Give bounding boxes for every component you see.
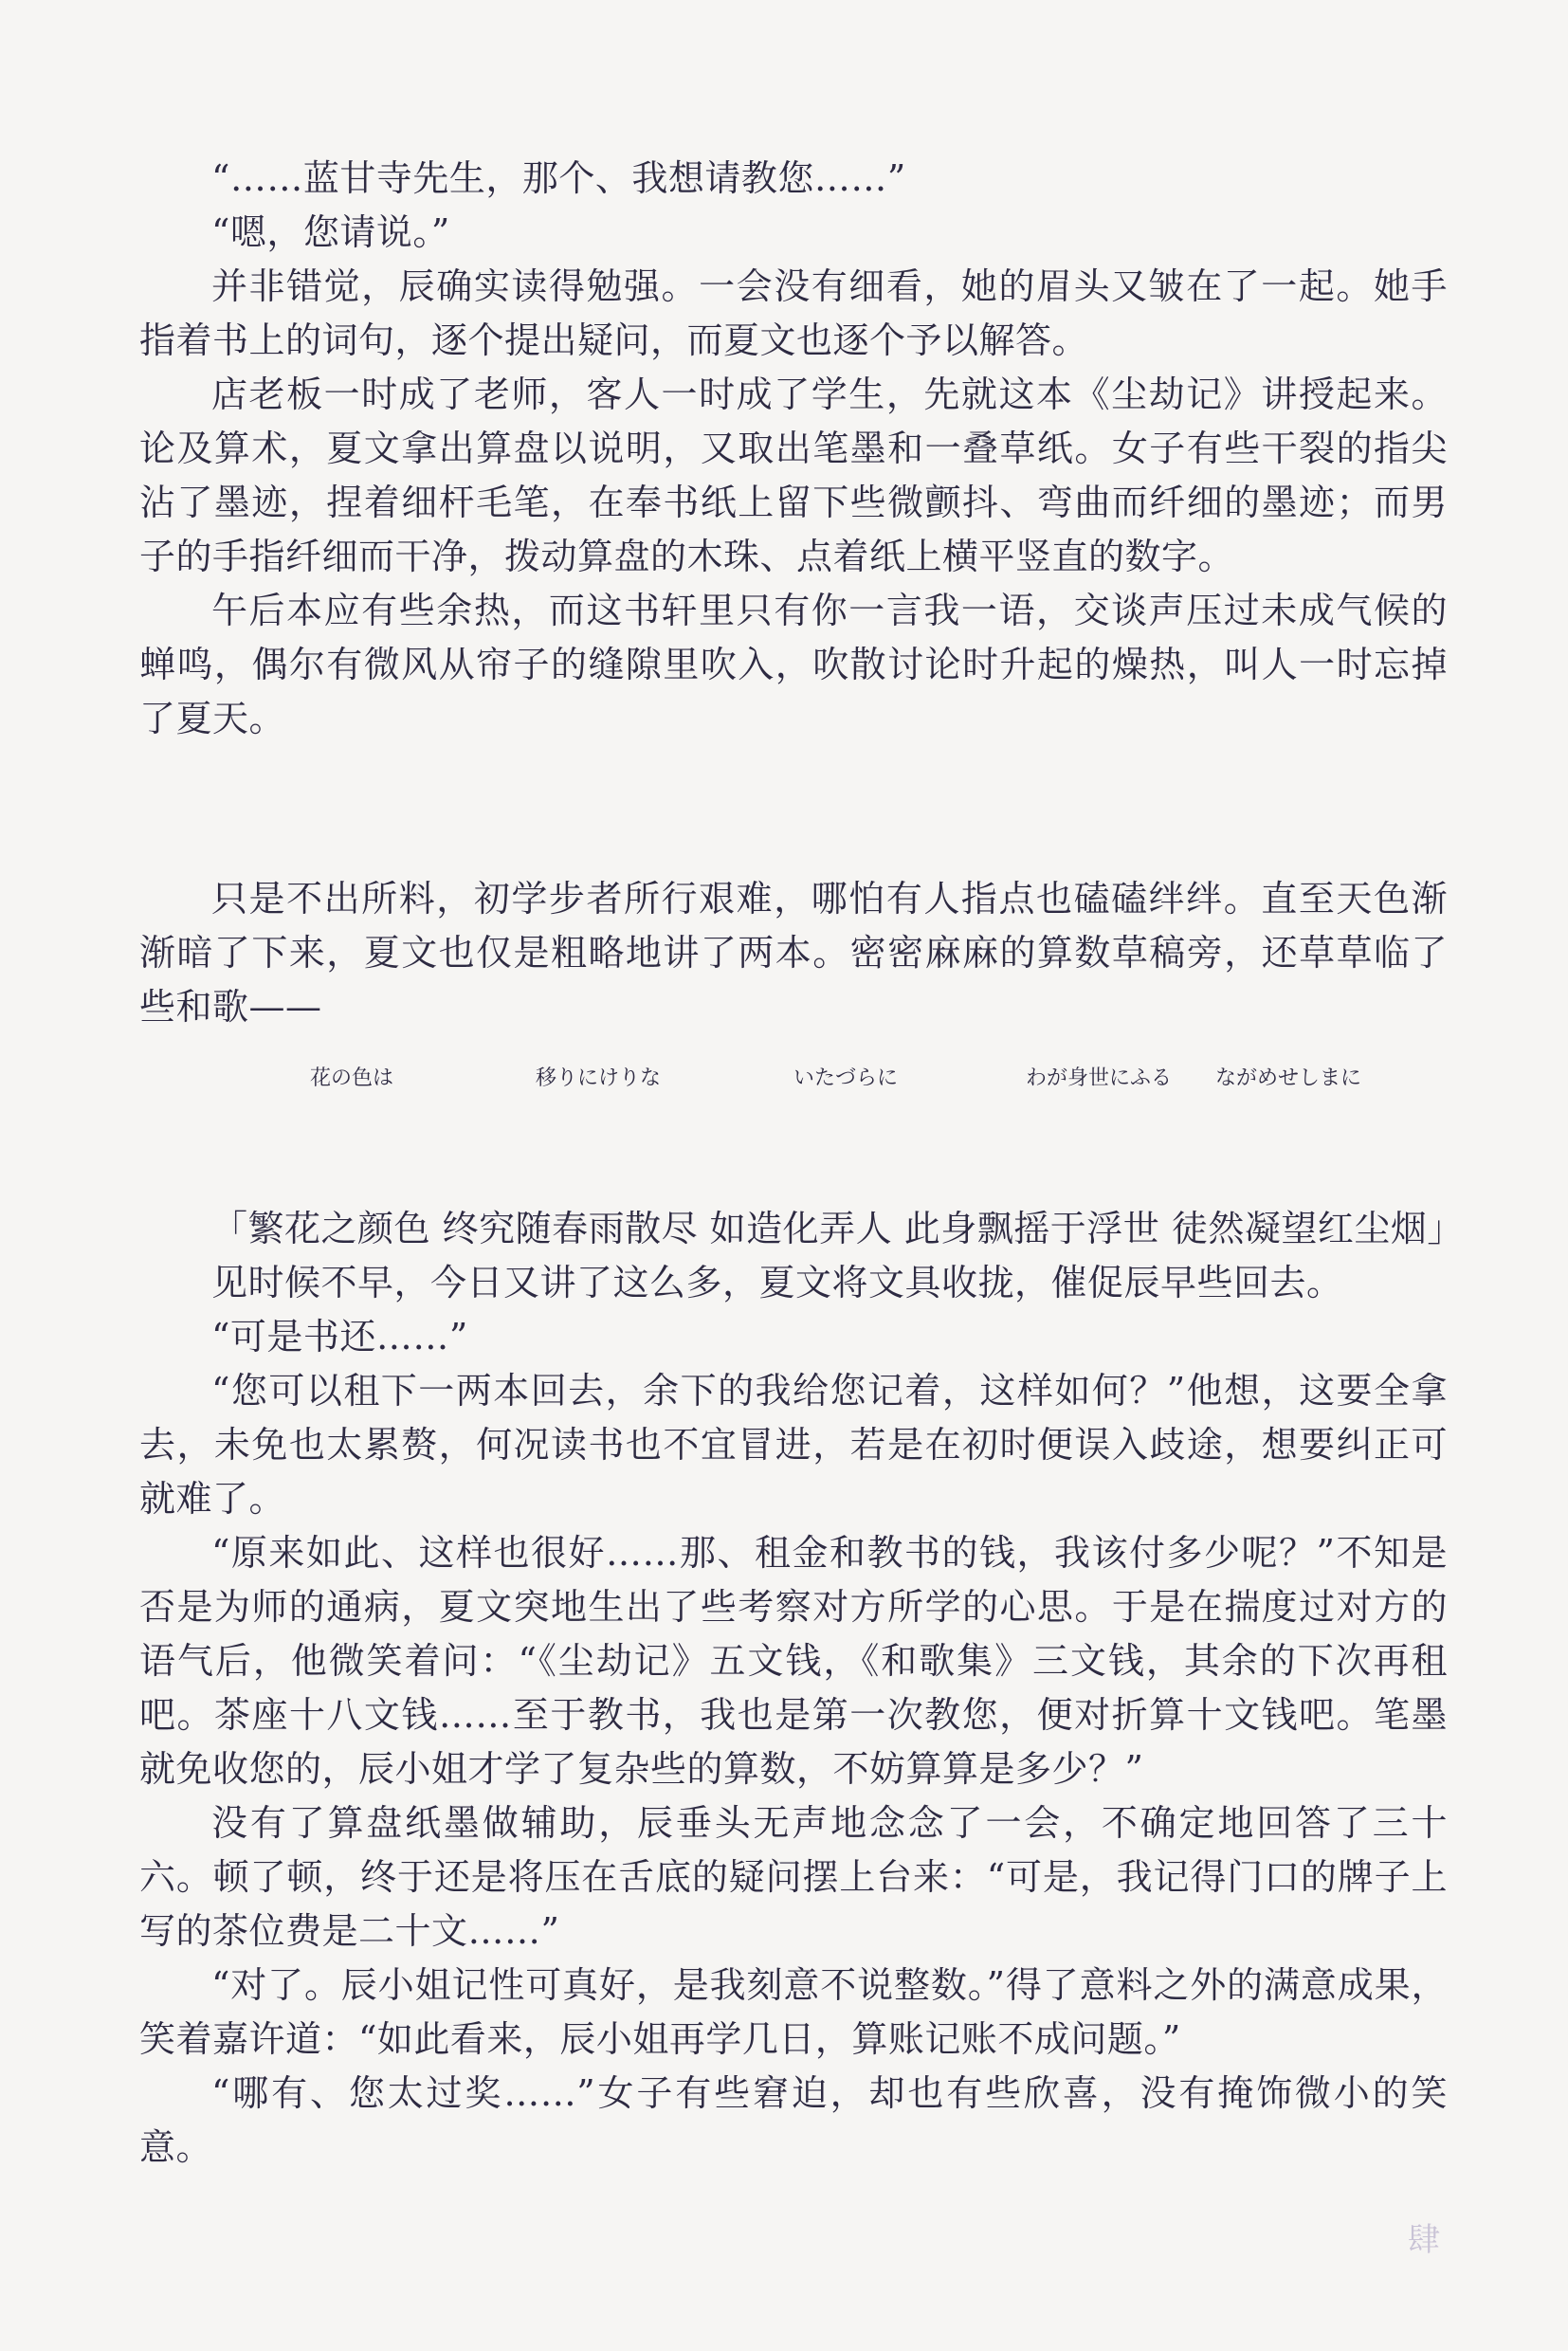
poem-ruby-5: ながめせしまに — [1215, 1066, 1362, 1090]
poem-ruby-1: 花の色は — [310, 1066, 394, 1090]
text-block-3 — [139, 1202, 1464, 2175]
paragraph: “您可以租下一两本回去，余下的我给您记着，这样如何？”他想，这要全拿去，未免也太累赘，何况读书也不宜冒进，若是在初时便误入歧途，想要纠正可就难了。 — [139, 1370, 1448, 1520]
poem-ruby-2: 移りにけりな — [536, 1066, 662, 1090]
text-block-1 — [139, 152, 1448, 746]
poem-ruby-row — [139, 1062, 1448, 1100]
paragraph: “嗯，您请说。” — [211, 211, 450, 253]
poem-text: 「繁花之颜色 终究随春雨散尽 如造化弄人 此身飘摇于浮世 徒然凝望红尘烟」 — [211, 1208, 1464, 1249]
paragraph: “原来如此、这样也很好……那、租金和教书的钱，我该付多少呢？”不知是否是为师的通病，夏文突地生出了些考察对方所学的心思。于是在揣度过对方的语气后，他微笑着问：“《尘劫记》五文钱，《和歌集》三文钱，其余的下次再租吧。茶座十八文钱……至于教书，我也是第一次教您，便对折算十文钱吧。笔墨就免收您的，辰小姐才学了复杂些的算数，不妨算算是多少？” — [139, 1532, 1448, 1790]
poem-ruby-4: わが身世にふる — [1026, 1066, 1173, 1090]
poem-ruby-3: いたづらに — [793, 1066, 899, 1090]
paragraph: “哪有、您太过奖……”女子有些窘迫，却也有些欣喜，没有掩饰微小的笑意。 — [139, 2072, 1448, 2168]
paragraph: 店老板一时成了老师，客人一时成了学生，先就这本《尘劫记》讲授起来。论及算术，夏文拿出算盘以说明，又取出笔墨和一叠草纸。女子有些干裂的指尖沾了墨迹，捏着细杆毛笔，在奉书纸上留下些微颤抖、弯曲而纤细的墨迹；而男子的手指纤细而干净，拨动算盘的木珠、点着纸上横平竖直的数字。 — [139, 374, 1448, 577]
paragraph: 见时候不早，今日又讲了这么多，夏文将文具收拢，催促辰早些回去。 — [211, 1262, 1343, 1303]
paragraph: “对了。辰小姐记性可真好，是我刻意不说整数。”得了意料之外的满意成果，笑着嘉许道：“如此看来，辰小姐再学几日，算账记账不成问题。” — [139, 1964, 1448, 2060]
paragraph: 并非错觉，辰确实读得勉强。一会没有细看，她的眉头又皱在了一起。她手指着书上的词句，逐个提出疑问，而夏文也逐个予以解答。 — [139, 265, 1448, 361]
paragraph: 午后本应有些余热，而这书轩里只有你一言我一语，交谈声压过未成气候的蝉鸣，偶尔有微风从帘子的缝隙里吹入，吹散讨论时升起的燥热，叫人一时忘掉了夏天。 — [139, 590, 1448, 739]
paragraph: 只是不出所料，初学步者所行艰难，哪怕有人指点也磕磕绊绊。直至天色渐渐暗了下来，夏文也仅是粗略地讲了两本。密密麻麻的算数草稿旁，还草草临了些和歌—— — [139, 878, 1448, 1028]
paragraph: “可是书还……” — [211, 1316, 468, 1358]
page-number: 肆 — [1408, 2221, 1440, 2259]
text-block-2 — [139, 872, 1448, 1034]
paragraph: 没有了算盘纸墨做辅助，辰垂头无声地念念了一会，不确定地回答了三十六。顿了顿，终于还是将压在舌底的疑问摆上台来：“可是，我记得门口的牌子上写的茶位费是二十文……” — [139, 1802, 1448, 1952]
paragraph: “……蓝甘寺先生，那个、我想请教您……” — [211, 157, 906, 199]
